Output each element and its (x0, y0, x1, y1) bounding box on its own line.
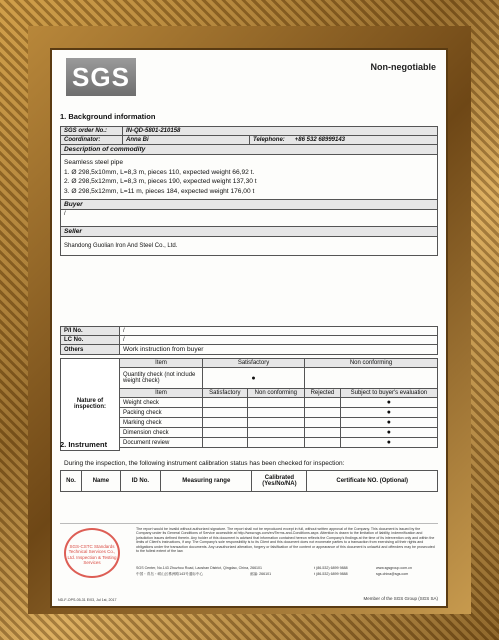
commodity-line: 3. Ø 298,5x12mm, L=11 m, pieces 184, expected weight 176,00 t (64, 187, 255, 195)
check-row-cell (247, 398, 304, 408)
telephone-value: +86 532 68999143 (294, 137, 346, 143)
footer (60, 523, 438, 586)
section1-title: 1. Background information (60, 112, 156, 121)
commodity-description (61, 155, 438, 200)
footer-postcode: 邮编: 266101 (250, 572, 272, 576)
check-row-cell (247, 408, 304, 418)
member-note: Member of the SGS Group (SGS SA) (363, 596, 438, 602)
header2-satisfactory: Satisfactory (203, 389, 248, 398)
check-row-cell (203, 408, 248, 418)
instrument-table (60, 470, 438, 492)
quantity-check-mark: ● (203, 368, 305, 389)
quantity-nonconforming-cell (305, 368, 438, 389)
check-row-cell (247, 438, 304, 448)
check-row-mark: ● (340, 438, 437, 448)
telephone-label: Telephone: (253, 137, 285, 143)
col-name: Name (82, 471, 121, 492)
footer-phone1: t (86-532) 6899 9888 (314, 566, 348, 570)
telephone-cell (250, 136, 438, 145)
footer-disclaimer: The report would be invalid without authorized signature. The report shall not be reproduced except in full, without written approval of the Company. This document is issued by the Company under its General Conditions of Service accessible at http://www.sgs.com/en/Terms-and-Conditions.aspx. Attention is drawn to the limitation of liability, indemnification and jurisdiction issues defined therein. Any holder of this document is advised that information contained hereon reflects the Company's findings at the time of its intervention only and within the limits of Client's instructions, if any. The Company's sole responsibility is to its Client and this document does not exonerate parties to a transaction from exercising all their rights and obligations under the transaction documents. Any unauthorized alteration, forgery or falsification of the content or appearance of this document is unlawful and offenders may be prosecuted to the fullest extent of the law. (136, 527, 435, 554)
pi-label: P/I No. (61, 327, 120, 336)
check-row-mark: ● (340, 408, 437, 418)
others-label: Others (61, 345, 120, 355)
check-row-cell (203, 438, 248, 448)
footer-web: www.sgsgroup.com.cn (376, 566, 412, 570)
inspection-table (60, 358, 438, 451)
check-row-cell (305, 438, 341, 448)
sgs-order-value: IN-QD-5801-210158 (123, 127, 438, 136)
commodity-line: 2. Ø 298,5x12mm, L=8,3 m, pieces 190, expected weight 137,30 t (64, 178, 257, 186)
buyer-label: Buyer (61, 200, 438, 210)
coordinator-value: Anna Bi (123, 136, 250, 145)
check-row-item: Packing check (120, 408, 203, 418)
commodity-label: Description of commodity (61, 145, 438, 155)
commodity-line: Seamless steel pipe (64, 159, 124, 166)
header2-item: Item (120, 389, 203, 398)
footer-email: sgs.china@sgs.com (376, 572, 409, 576)
check-row-item: Document review (120, 438, 203, 448)
footer-address-en: SGS Center, No.143 Zhuzhou Road, Laoshan District, Qingdao, China, 266101 (136, 566, 263, 570)
seller-value: Shandong Guolian Iron And Steel Co., Ltd. (61, 237, 438, 256)
header2-subject: Subject to buyer's evaluation (340, 389, 437, 398)
sgs-order-label: SGS order No.: (61, 127, 123, 136)
header-nonconforming: Non conforming (305, 359, 438, 368)
lc-label: LC No. (61, 336, 120, 345)
check-row-cell (305, 418, 341, 428)
check-row-cell (203, 418, 248, 428)
coordinator-label: Coordinator: (61, 136, 123, 145)
footer-strip (52, 588, 446, 606)
header2-nonconforming: Non conforming (247, 389, 304, 398)
seller-label: Seller (61, 227, 438, 237)
buyer-value: / (61, 210, 438, 227)
footer-phone2: t (86-532) 6899 9888 (314, 572, 348, 576)
company-stamp: SGS-CSTC Standards Technical Services Co., Ltd. Inspection & Testing Services (64, 528, 120, 578)
instrument-intro: During the inspection, the following instrument calibration status has been checked for inspection: (64, 460, 345, 467)
check-row-item: Dimension check (120, 428, 203, 438)
col-id: ID No. (120, 471, 160, 492)
header2-rejected: Rejected (305, 389, 341, 398)
reference-table (60, 326, 438, 355)
col-no: No. (61, 471, 82, 492)
check-row-cell (305, 408, 341, 418)
document-code: ND-F-OPS-05-31 E/03, Jul 1st, 2017 (58, 597, 117, 602)
check-row-cell (305, 428, 341, 438)
section2-title: 2. Instrument (60, 440, 108, 449)
check-row-mark: ● (340, 418, 437, 428)
status-label: Non-negotiable (370, 62, 436, 72)
header-satisfactory: Satisfactory (203, 359, 305, 368)
check-row-cell (203, 428, 248, 438)
check-row-cell (247, 418, 304, 428)
check-row-mark: ● (340, 398, 437, 408)
commodity-line: 1. Ø 298,5x10mm, L=8,3 m, pieces 110, expected weight 66,92 t. (64, 168, 255, 176)
col-certificate: Certificate NO. (Optional) (307, 471, 438, 492)
check-row-item: Marking check (120, 418, 203, 428)
check-row-cell (203, 398, 248, 408)
col-range: Measuring range (161, 471, 252, 492)
header-item: Item (120, 359, 203, 368)
check-row-item: Weight check (120, 398, 203, 408)
check-row-cell (305, 398, 341, 408)
col-calibrated: Calibrated (Yes/No/NA) (252, 471, 307, 492)
others-value: Work instruction from buyer (120, 345, 438, 355)
spacer (120, 448, 438, 451)
sgs-logo: SGS (66, 58, 136, 96)
nature-label: Nature of inspection: (61, 359, 120, 451)
quantity-check-item: Quantity check (not include weight check) (120, 368, 203, 389)
certificate-page (52, 50, 446, 606)
check-row-mark: ● (340, 428, 437, 438)
pi-value: / (120, 327, 438, 336)
footer-address-cn: 中国・青岛・崂山区株洲路143号通标中心 (136, 572, 204, 576)
background-table (60, 126, 438, 256)
lc-value: / (120, 336, 438, 345)
check-row-cell (247, 428, 304, 438)
